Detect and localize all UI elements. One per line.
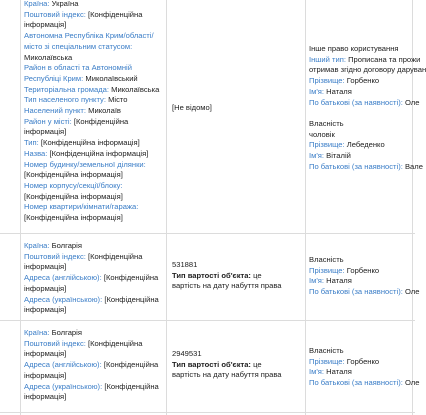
text-line bbox=[24, 252, 166, 263]
text-line bbox=[309, 357, 419, 368]
field-value: Миколаїв bbox=[88, 106, 121, 116]
text-line bbox=[309, 76, 419, 87]
field-value: [Не відомо] bbox=[172, 103, 212, 112]
field-label: Автономна Республіка Крим/області/ bbox=[24, 31, 154, 41]
text-line bbox=[172, 360, 284, 371]
field-label: Прізвище: bbox=[309, 265, 345, 275]
text-line bbox=[24, 181, 166, 192]
text-line bbox=[24, 127, 166, 138]
field-label: Тип населеного пункту: bbox=[24, 95, 106, 105]
value-cell bbox=[172, 349, 284, 381]
field-value: [Конфіденційна інформація] bbox=[24, 170, 123, 180]
field-value: [Конфіденційна bbox=[88, 251, 143, 261]
field-value: Миколаївська bbox=[24, 52, 73, 62]
field-value: [Конфіденційна інформація] bbox=[24, 191, 123, 201]
text-line bbox=[172, 260, 284, 271]
text-line bbox=[24, 192, 166, 203]
field-value: інформація] bbox=[24, 370, 67, 380]
text-line bbox=[24, 53, 166, 64]
text-line bbox=[24, 371, 166, 382]
field-value: [Конфіденційна bbox=[73, 116, 129, 126]
field-value: Місто bbox=[108, 95, 128, 105]
text-line bbox=[24, 360, 166, 371]
field-value: 531881 bbox=[172, 260, 198, 269]
text-line bbox=[172, 281, 284, 292]
field-label: По батькові (за наявності): bbox=[309, 161, 403, 171]
text-line bbox=[309, 87, 419, 98]
text-line bbox=[172, 103, 284, 114]
text-line bbox=[24, 74, 166, 85]
text-line bbox=[24, 392, 166, 403]
field-value: Горбенко bbox=[346, 265, 380, 275]
rights-cell bbox=[309, 44, 426, 172]
field-label: Район в області та Автономній bbox=[24, 63, 132, 73]
field-label: Ім'я: bbox=[309, 151, 325, 161]
field-label: Ім'я: bbox=[309, 367, 325, 377]
grid-vline bbox=[305, 0, 306, 415]
text-line bbox=[24, 382, 166, 393]
text-line bbox=[24, 262, 166, 273]
text-line bbox=[309, 255, 419, 266]
text-line bbox=[24, 284, 166, 295]
field-label: Ім'я: bbox=[309, 86, 325, 96]
field-label: Поштовий індекс: bbox=[24, 338, 86, 348]
field-value: інформація] bbox=[24, 349, 67, 359]
field-label: Номер корпусу/секції/блоку: bbox=[24, 180, 123, 190]
text-line bbox=[309, 55, 419, 66]
field-value: Болгарія bbox=[51, 241, 82, 250]
text-line bbox=[309, 276, 419, 287]
text-line bbox=[309, 119, 419, 130]
field-label: Адреса (англійською): bbox=[24, 360, 102, 370]
text-line bbox=[24, 202, 166, 213]
text-line bbox=[309, 44, 419, 55]
field-value: 2949531 bbox=[172, 349, 202, 358]
rights-cell bbox=[309, 346, 419, 389]
field-label: Тип вартості об'єкта: bbox=[172, 359, 251, 369]
field-value: Лебеденко bbox=[346, 140, 385, 150]
field-value: інформація] bbox=[24, 392, 67, 402]
field-label: Країна: bbox=[24, 328, 50, 337]
text-line bbox=[24, 63, 166, 74]
field-value: Миколаївська bbox=[111, 84, 160, 94]
field-label: Адреса (українською): bbox=[24, 294, 103, 304]
field-label: Тип: bbox=[24, 138, 39, 148]
text-line bbox=[24, 170, 166, 181]
grid-vline bbox=[166, 0, 167, 415]
rights-cell bbox=[309, 255, 419, 298]
field-value: [Конфіденційна інформація] bbox=[40, 138, 140, 148]
field-value: [Конфіденційна bbox=[103, 360, 159, 370]
field-value: Віталій bbox=[326, 151, 351, 161]
field-value: Горбенко bbox=[346, 356, 380, 366]
field-value: інформація] bbox=[24, 283, 67, 293]
row-separator bbox=[0, 412, 415, 413]
text-line bbox=[24, 295, 166, 306]
field-value: Оле bbox=[404, 287, 420, 297]
text-line bbox=[24, 349, 166, 360]
field-label: Прізвище: bbox=[309, 140, 345, 150]
field-value: це bbox=[250, 270, 262, 280]
field-label: Номер будинку/земельної ділянки: bbox=[24, 159, 146, 169]
address-cell bbox=[24, 328, 166, 403]
field-label: Країна: bbox=[24, 241, 50, 250]
field-value: чоловік bbox=[309, 129, 335, 139]
text-line bbox=[24, 138, 166, 149]
address-cell bbox=[24, 0, 166, 224]
value-cell bbox=[172, 103, 284, 114]
text-line bbox=[172, 271, 284, 282]
text-line bbox=[24, 339, 166, 350]
value-cell bbox=[172, 260, 284, 292]
text-line bbox=[24, 241, 166, 252]
text-line bbox=[24, 42, 166, 53]
field-label: Територіальна громада: bbox=[24, 84, 109, 94]
address-cell bbox=[24, 241, 166, 316]
field-value: вартість на дату набуття права bbox=[172, 370, 282, 380]
field-label: Район у місті: bbox=[24, 116, 72, 126]
text-line bbox=[309, 378, 419, 389]
field-value: Прописана та прожи bbox=[348, 54, 421, 64]
field-value: інформація] bbox=[24, 127, 67, 137]
field-value: [Конфіденційна bbox=[88, 9, 143, 19]
field-value: Болгарія bbox=[51, 328, 82, 337]
field-label: Прізвище: bbox=[309, 76, 345, 86]
field-value: інформація] bbox=[24, 305, 67, 315]
text-line bbox=[24, 305, 166, 316]
text-line bbox=[309, 151, 419, 162]
field-label: Прізвище: bbox=[309, 356, 345, 366]
text-line bbox=[24, 106, 166, 117]
field-label: Адреса (українською): bbox=[24, 381, 103, 391]
field-value: Оле bbox=[404, 97, 420, 107]
text-line bbox=[24, 273, 166, 284]
field-value: [Конфіденційна bbox=[104, 294, 159, 304]
text-line bbox=[24, 160, 166, 171]
field-value: [Конфіденційна інформація] bbox=[24, 213, 123, 223]
field-label: Республіці Крим: bbox=[24, 73, 84, 83]
text-line bbox=[24, 31, 166, 42]
field-label: Населений пункт: bbox=[24, 106, 87, 116]
text-line bbox=[24, 0, 166, 10]
field-value: Україна bbox=[51, 0, 79, 8]
row-separator bbox=[0, 233, 415, 234]
field-label: Назва: bbox=[24, 148, 48, 158]
text-line bbox=[309, 287, 419, 298]
field-value: інформація] bbox=[24, 262, 67, 272]
field-label: місто зі спеціальним статусом: bbox=[24, 41, 133, 51]
grid-vline bbox=[20, 0, 21, 415]
text-line bbox=[309, 346, 419, 357]
field-value: Миколаївський bbox=[85, 73, 138, 83]
field-label: Номер квартири/кімнати/гаража: bbox=[24, 202, 139, 212]
text-line bbox=[24, 328, 166, 339]
field-value: [Конфіденційна bbox=[88, 338, 143, 348]
field-value: [Конфіденційна bbox=[104, 381, 159, 391]
field-value: Наталя bbox=[326, 367, 352, 377]
field-label: Поштовий індекс: bbox=[24, 251, 86, 261]
field-value: Власність bbox=[309, 255, 344, 264]
field-value: Вале bbox=[404, 161, 423, 171]
field-value: Наталя bbox=[326, 86, 352, 96]
field-value: [Конфіденційна bbox=[103, 273, 159, 283]
text-line bbox=[309, 65, 426, 76]
field-value: Власність bbox=[309, 118, 344, 128]
row-separator bbox=[0, 320, 415, 321]
text-line bbox=[172, 370, 284, 381]
field-value: Власність bbox=[309, 346, 344, 355]
field-label: По батькові (за наявності): bbox=[309, 378, 403, 388]
field-value: інформація] bbox=[24, 20, 67, 30]
field-label: Інший тип: bbox=[309, 54, 346, 64]
field-label: Ім'я: bbox=[309, 276, 325, 286]
field-label: Тип вартості об'єкта: bbox=[172, 270, 251, 280]
text-line bbox=[24, 149, 166, 160]
text-line bbox=[309, 140, 419, 151]
text-line bbox=[24, 10, 166, 21]
field-label: Країна: bbox=[24, 0, 50, 8]
field-value: Горбенко bbox=[346, 76, 380, 86]
text-line bbox=[309, 108, 419, 119]
field-value: Оле bbox=[404, 378, 420, 388]
text-line bbox=[309, 367, 419, 378]
text-line bbox=[24, 213, 166, 224]
field-label: По батькові (за наявності): bbox=[309, 287, 403, 297]
text-line bbox=[309, 266, 419, 277]
field-value: отримав згідно договору даруван bbox=[309, 65, 426, 75]
field-value: вартість на дату набуття права bbox=[172, 281, 282, 291]
field-value: [Конфіденційна інформація] bbox=[49, 148, 149, 158]
field-value: Інше право користування bbox=[309, 44, 399, 53]
field-value: Наталя bbox=[326, 276, 352, 286]
text-line bbox=[309, 130, 419, 141]
text-line bbox=[24, 85, 166, 96]
text-line bbox=[24, 117, 166, 128]
text-line bbox=[309, 161, 423, 173]
field-label: Поштовий індекс: bbox=[24, 9, 86, 19]
field-label: Адреса (англійською): bbox=[24, 273, 102, 283]
text-line bbox=[309, 98, 419, 109]
field-label: По батькові (за наявності): bbox=[309, 97, 403, 107]
text-line bbox=[24, 95, 166, 106]
text-line bbox=[172, 349, 284, 360]
text-line bbox=[24, 20, 166, 31]
field-value: це bbox=[250, 359, 262, 369]
